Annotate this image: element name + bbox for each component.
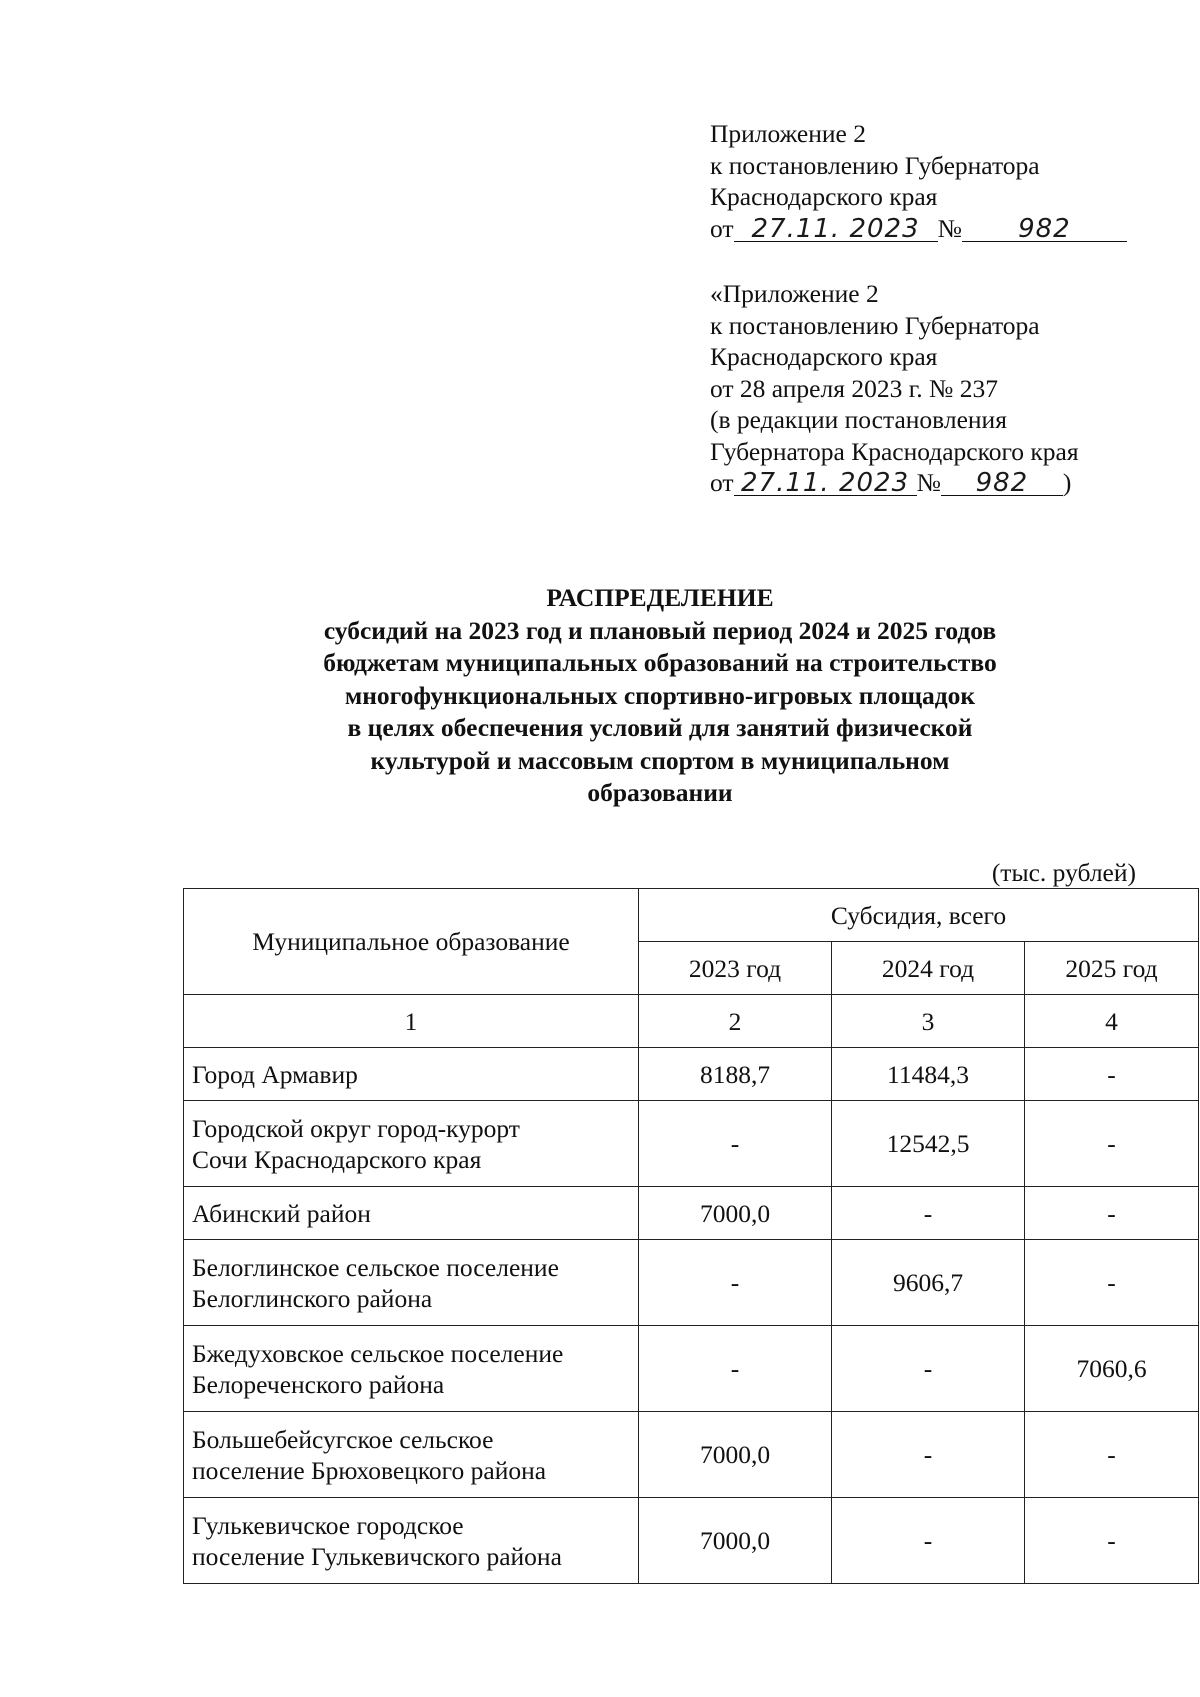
municipality-name bbox=[184, 1240, 639, 1326]
municipality-name-line: Белоглинское сельское поселение bbox=[192, 1252, 559, 1282]
table-header-row bbox=[184, 889, 1199, 942]
municipality-name-line: Город Армавир bbox=[192, 1059, 358, 1089]
handwritten-number: 982 bbox=[941, 469, 1063, 497]
appendix-old-line-5: (в редакции постановления bbox=[710, 405, 1007, 434]
municipality-name-line: Городской округ город-курорт bbox=[192, 1113, 520, 1143]
value-2025: - bbox=[1025, 1498, 1199, 1584]
appendix-old-block bbox=[710, 278, 1079, 499]
value-2024: - bbox=[832, 1412, 1025, 1498]
value-2025: - bbox=[1025, 1240, 1199, 1326]
value-2023: 7000,0 bbox=[639, 1498, 832, 1584]
appendix-new-line-2: к постановлению Губернатора bbox=[710, 150, 1040, 180]
value-2023: - bbox=[639, 1240, 832, 1326]
appendix-old-line-4: от 28 апреля 2023 г. № 237 bbox=[710, 373, 998, 403]
municipality-name bbox=[184, 1101, 639, 1187]
table-row bbox=[184, 1498, 1199, 1584]
appendix-old-line-3: Краснодарского края bbox=[710, 342, 938, 371]
appendix-old-date-line bbox=[710, 467, 1079, 499]
value-2025: - bbox=[1025, 1048, 1199, 1101]
municipality-name-line: Абинский район bbox=[192, 1198, 371, 1228]
value-2024: 11484,3 bbox=[832, 1048, 1025, 1101]
municipality-name-line: Белоглинского района bbox=[192, 1283, 433, 1313]
value-2024: - bbox=[832, 1326, 1025, 1412]
appendix-new-line-3: Краснодарского края bbox=[710, 182, 938, 211]
date-prefix: от bbox=[710, 468, 734, 497]
value-2024: 9606,7 bbox=[832, 1240, 1025, 1326]
municipality-name bbox=[184, 1187, 639, 1240]
table-row bbox=[184, 1048, 1199, 1101]
municipality-name bbox=[184, 1048, 639, 1101]
appendix-new-block bbox=[710, 118, 1127, 244]
value-2024: - bbox=[832, 1498, 1025, 1584]
table-row bbox=[184, 1412, 1199, 1498]
municipality-name-line: Сочи Краснодарского края bbox=[192, 1144, 482, 1174]
index-cell: 1 bbox=[184, 995, 639, 1048]
table-row bbox=[184, 1101, 1199, 1187]
title-line-3: многофункциональных спортивно-игровых площадок bbox=[344, 680, 976, 710]
municipality-name-line: поселение Гулькевичского района bbox=[192, 1541, 562, 1571]
municipality-name bbox=[184, 1498, 639, 1584]
value-2023: 8188,7 bbox=[639, 1048, 832, 1101]
units-label: (тыс. рублей) bbox=[991, 858, 1136, 887]
column-header-2024: 2024 год bbox=[832, 942, 1025, 995]
value-2023: 7000,0 bbox=[639, 1187, 832, 1240]
appendix-new-line-1: Приложение 2 bbox=[710, 119, 866, 148]
subsidy-distribution-table bbox=[183, 888, 1199, 1584]
closing-paren: ) bbox=[1062, 468, 1072, 497]
title-heading: РАСПРЕДЕЛЕНИЕ bbox=[546, 583, 774, 612]
municipality-name-line: поселение Брюховецкого района bbox=[192, 1455, 547, 1485]
appendix-old-line-1: «Приложение 2 bbox=[710, 279, 879, 308]
table-row bbox=[184, 1326, 1199, 1412]
index-cell: 3 bbox=[832, 995, 1025, 1048]
value-2025: 7060,6 bbox=[1025, 1326, 1199, 1412]
municipality-name bbox=[184, 1412, 639, 1498]
appendix-old-line-6: Губернатора Краснодарского края bbox=[710, 436, 1079, 466]
title-line-4: в целях обеспечения условий для занятий физической bbox=[347, 713, 973, 742]
index-cell: 2 bbox=[639, 995, 832, 1048]
value-2025: - bbox=[1025, 1412, 1199, 1498]
column-header-2025: 2025 год bbox=[1025, 942, 1199, 995]
municipality-name bbox=[184, 1326, 639, 1412]
number-label: № bbox=[916, 468, 941, 497]
number-label: № bbox=[937, 213, 962, 243]
value-2025: - bbox=[1025, 1101, 1199, 1187]
appendix-old-line-2: к постановлению Губернатора bbox=[710, 310, 1040, 340]
municipality-name-line: Гулькевичское городское bbox=[192, 1510, 464, 1540]
table-row bbox=[184, 1240, 1199, 1326]
index-cell: 4 bbox=[1025, 995, 1199, 1048]
handwritten-number: 982 bbox=[962, 215, 1127, 243]
title-line-2: бюджетам муниципальных образований на строительство bbox=[323, 648, 997, 677]
municipality-name-line: Белореченского района bbox=[192, 1369, 445, 1399]
document-title bbox=[180, 582, 1140, 810]
value-2024: - bbox=[832, 1187, 1025, 1240]
title-line-6: образовании bbox=[587, 778, 733, 807]
column-header-municipality: Муниципальное образование bbox=[184, 889, 639, 995]
appendix-new-date-line bbox=[710, 213, 1127, 245]
handwritten-date: 27.11. 2023 bbox=[734, 215, 938, 243]
table-row bbox=[184, 1187, 1199, 1240]
value-2023: 7000,0 bbox=[639, 1412, 832, 1498]
title-line-5: культурой и массовым спортом в муниципальном bbox=[370, 745, 950, 775]
municipality-name-line: Большебейсугское сельское bbox=[192, 1424, 494, 1454]
municipality-name-line: Бжедуховское сельское поселение bbox=[192, 1338, 564, 1368]
value-2024: 12542,5 bbox=[832, 1101, 1025, 1187]
column-header-subsidy-total: Субсидия, всего bbox=[639, 889, 1199, 942]
table-index-row bbox=[184, 995, 1199, 1048]
value-2023: - bbox=[639, 1101, 832, 1187]
date-prefix: от bbox=[710, 213, 734, 243]
value-2023: - bbox=[639, 1326, 832, 1412]
handwritten-date: 27.11. 2023 bbox=[734, 469, 917, 497]
column-header-2023: 2023 год bbox=[639, 942, 832, 995]
title-line-1: субсидий на 2023 год и плановый период 2024 и 2025 годов bbox=[323, 615, 997, 645]
value-2025: - bbox=[1025, 1187, 1199, 1240]
